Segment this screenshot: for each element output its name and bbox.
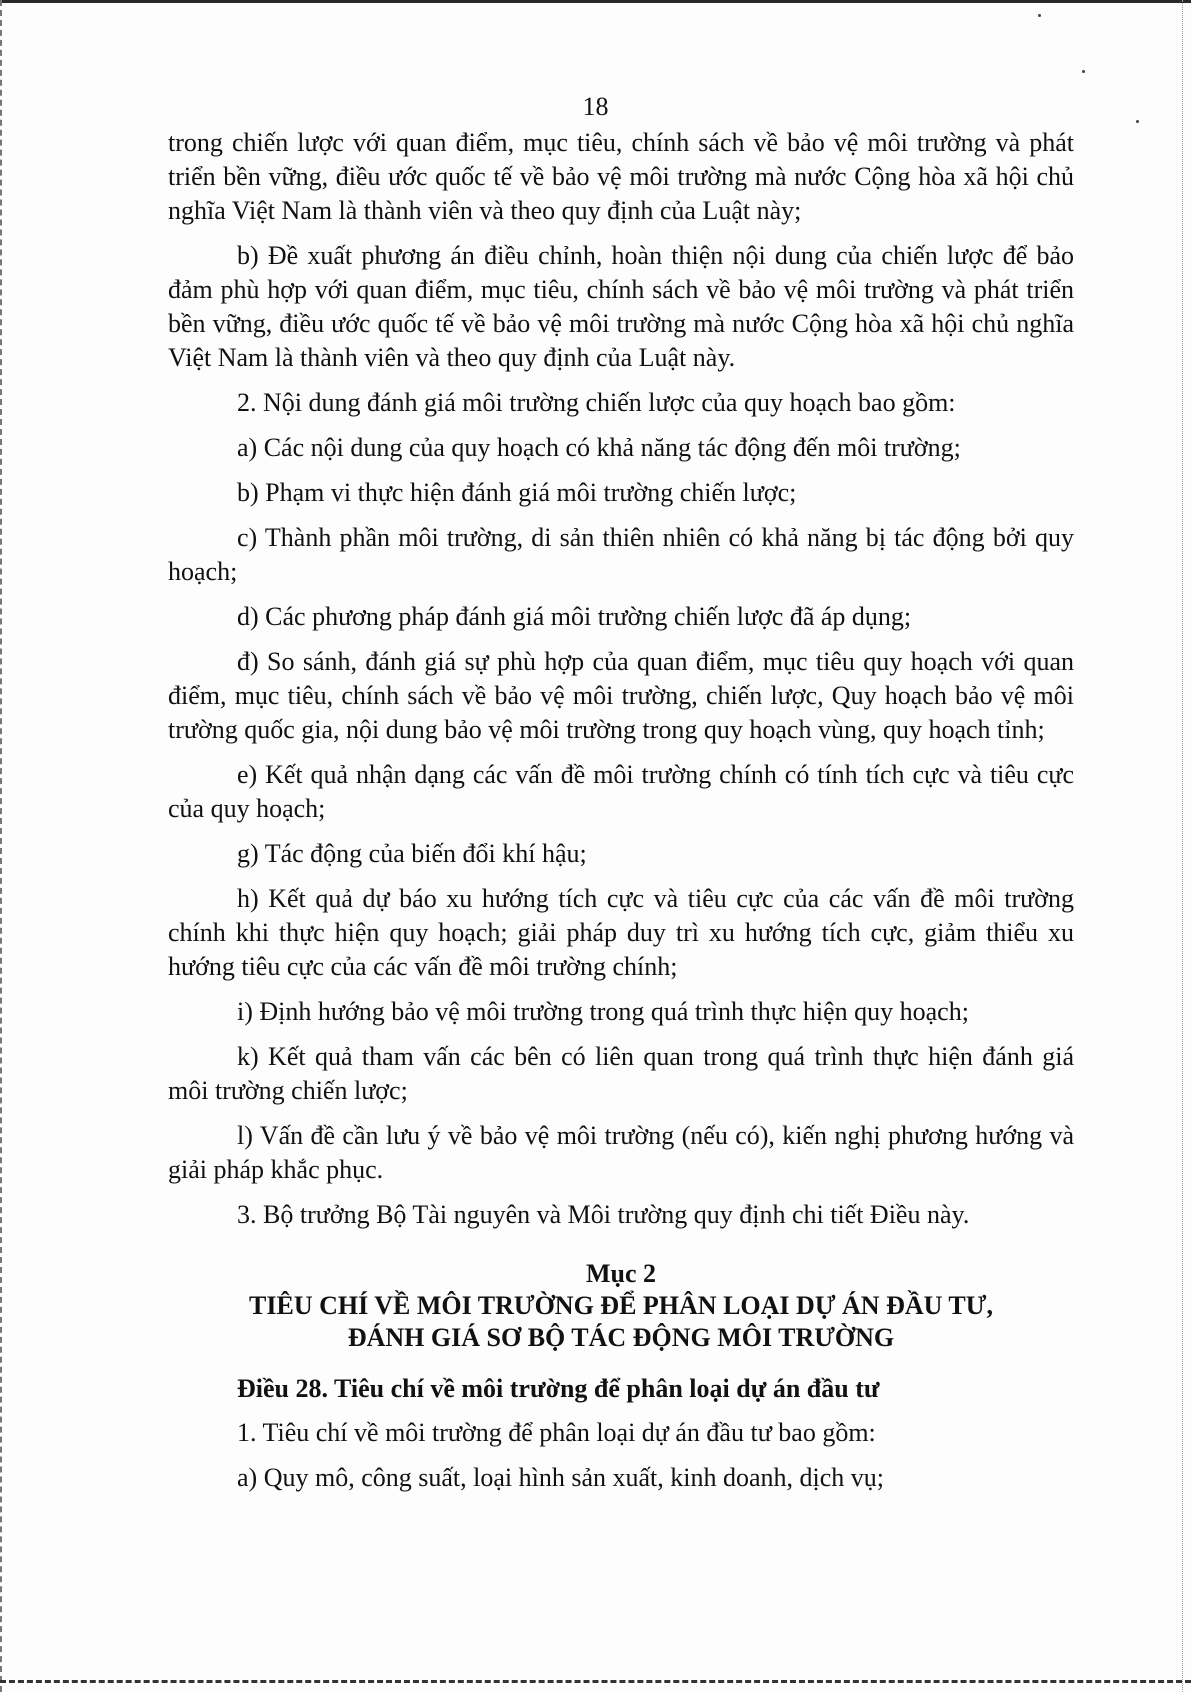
paragraph: g) Tác động của biến đổi khí hậu; (237, 839, 587, 868)
scan-left-edge (0, 0, 4, 1692)
paragraph: b) Đề xuất phương án điều chỉnh, hoàn thiện nội dung của chiến lược để bảo đảm phù hợp với quan điểm, mục tiêu, chính sách về bảo vệ môi trường và phát triển bền vững, điều ước quốc tế về bảo vệ môi trường mà nước Cộng hòa xã hội chủ nghĩa Việt Nam là thành viên và theo quy định của Luật này. (168, 241, 1074, 372)
paragraph: 3. Bộ trưởng Bộ Tài nguyên và Môi trường quy định chi tiết Điều này. (237, 1200, 970, 1229)
section-label: Mục 2 (585, 1259, 657, 1288)
paragraph: b) Phạm vi thực hiện đánh giá môi trường chiến lược; (237, 478, 797, 507)
section-heading-line: ĐÁNH GIÁ SƠ BỘ TÁC ĐỘNG MÔI TRƯỜNG (347, 1323, 895, 1352)
scan-right-edge (1182, 0, 1183, 1692)
scan-speck (1038, 14, 1041, 17)
paragraph: trong chiến lược với quan điểm, mục tiêu, chính sách về bảo vệ môi trường và phát triển bền vững, điều ước quốc tế về bảo vệ môi trường mà nước Cộng hòa xã hội chủ nghĩa Việt Nam là thành viên và theo quy định của Luật này; (168, 128, 1074, 225)
paragraph: e) Kết quả nhận dạng các vấn đề môi trường chính có tính tích cực và tiêu cực của quy hoạch; (168, 760, 1074, 823)
section-heading-line: TIÊU CHÍ VỀ MÔI TRƯỜNG ĐỂ PHÂN LOẠI DỰ ÁN ĐẦU TƯ, (249, 1291, 993, 1320)
page-number: 18 (582, 92, 609, 121)
scan-speck (1082, 70, 1085, 73)
paragraph: h) Kết quả dự báo xu hướng tích cực và tiêu cực của các vấn đề môi trường chính khi thực hiện quy hoạch; giải pháp duy trì xu hướng tích cực, giảm thiểu xu hướng tiêu cực của các vấn đề môi trường chính; (168, 884, 1074, 981)
paragraph: a) Các nội dung của quy hoạch có khả năng tác động đến môi trường; (237, 433, 961, 462)
paragraph: k) Kết quả tham vấn các bên có liên quan trong quá trình thực hiện đánh giá môi trường chiến lược; (168, 1042, 1074, 1105)
paragraph: a) Quy mô, công suất, loại hình sản xuất, kinh doanh, dịch vụ; (237, 1463, 885, 1492)
scan-top-edge (0, 0, 1191, 3)
document-body (168, 126, 1074, 1506)
paragraph: 1. Tiêu chí về môi trường để phân loại dự án đầu tư bao gồm: (237, 1418, 876, 1447)
paragraph: 2. Nội dung đánh giá môi trường chiến lược của quy hoạch bao gồm: (237, 388, 956, 417)
paragraph: c) Thành phần môi trường, di sản thiên nhiên có khả năng bị tác động bởi quy hoạch; (168, 523, 1074, 586)
scan-bottom-edge (0, 1680, 1191, 1683)
paragraph: đ) So sánh, đánh giá sự phù hợp của quan điểm, mục tiêu quy hoạch với quan điểm, mục tiêu, chính sách về bảo vệ môi trường, chiến lược, Quy hoạch bảo vệ môi trường quốc gia, nội dung bảo vệ môi trường trong quy hoạch vùng, quy hoạch tỉnh; (168, 647, 1074, 744)
paragraph: d) Các phương pháp đánh giá môi trường chiến lược đã áp dụng; (237, 602, 912, 631)
paragraph: l) Vấn đề cần lưu ý về bảo vệ môi trường (nếu có), kiến nghị phương hướng và giải pháp khắc phục. (168, 1121, 1074, 1184)
article-title: Điều 28. Tiêu chí về môi trường để phân loại dự án đầu tư (237, 1374, 880, 1403)
section-heading (168, 1258, 1074, 1354)
paragraph: i) Định hướng bảo vệ môi trường trong quá trình thực hiện quy hoạch; (237, 997, 969, 1026)
